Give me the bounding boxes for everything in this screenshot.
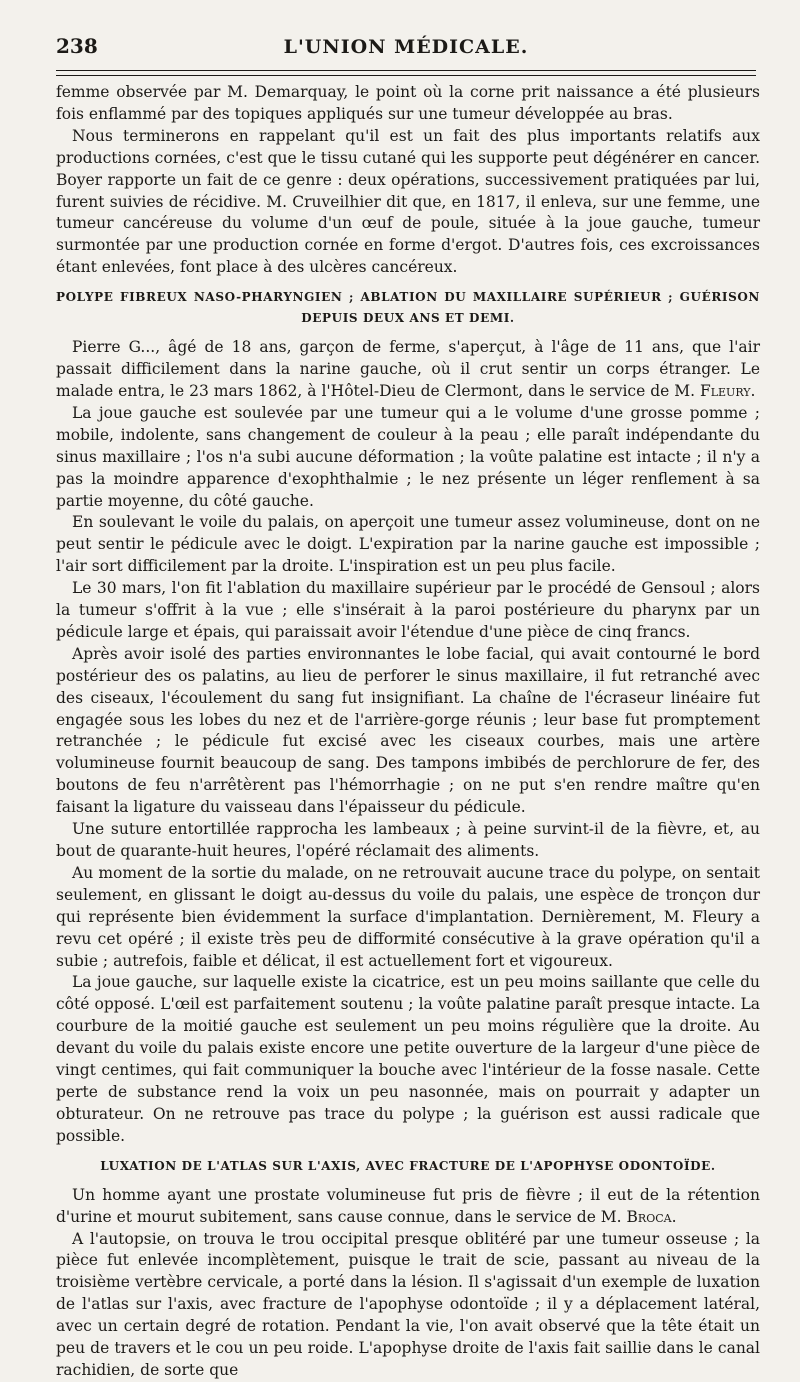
paragraph: Après avoir isolé des parties environnantes le lobe facial, qui avait contourné le bord postérieur des os palatins, au lieu de perforer le sinus maxillaire, il fut retranché avec des ciseaux, l'écoulement du sang fut insignifiant. La chaîne de l'écraseur linéaire fut engagée sous les lobes du nez et de l'arrière-gorge réunis ; leur base fut promptement retranchée ; le pédicule fut excisé avec les ciseaux courbes, mais une artère volumineuse fournit beaucoup de sang. Des tampons imbibés de perchlorure de fer, des boutons de feu n'arrêtèrent pas l'hémorrhagie ; on ne put s'en rendre maître qu'en faisant la ligature du vaisseau dans l'épaisseur du pédicule. — [56, 644, 760, 817]
paragraph: La joue gauche, sur laquelle existe la cicatrice, est un peu moins saillante que celle du côté opposé. L'œil est parfaitement soutenu ; la voûte palatine paraît presque intacte. La courbure de la moitié gauche est seulement un peu moins régulière que la droite. Au devant du voile du palais existe encore une petite ouverture de la largeur d'une pièce de vingt centimes, qui fait communiquer la bouche avec l'intérieur de la fosse nasale. Cette perte de substance rend la voix un peu nasonnée, mais on pourrait y adapter un obturateur. On ne retrouve pas trace du polype ; la guérison est aussi radicale que possible. — [56, 973, 760, 1145]
paragraph: Nous terminerons en rappelant qu'il est un fait des plus importants relatifs aux productions cornées, c'est que le tissu cutané qui les supporte peut dégénérer en cancer. Boyer rapporte un fait de ce genre : deux opérations, successivement pratiquées par lui, furent suivies de récidive. M. Cruveilhier dit que, en 1817, il enleva, sur une femme, une tumeur cancéreuse du volume d'un œuf de poule, située à la joue gauche, tumeur surmontée par une production cornée en forme d'ergot. D'autres fois, ces excroissances étant enlevées, font place à des ulcères cancéreux. — [56, 126, 760, 277]
paragraph: Une suture entortillée rapprocha les lambeaux ; à peine survint-il de la fièvre, et, au bout de quarante-huit heures, l'opéré réclamait des aliments. — [56, 820, 760, 860]
section-title-polype: POLYPE FIBREUX NASO-PHARYNGIEN ; ABLATION DU MAXILLAIRE SUPÉRIEUR ; GUÉRISON DEPUIS DEUX ANS ET DEMI. — [56, 290, 760, 326]
header-rule-thin — [56, 75, 756, 76]
page-header — [56, 30, 756, 62]
author-name: Fleury — [699, 381, 751, 400]
author-name: Broca — [626, 1207, 672, 1226]
paragraph: Pierre G..., âgé de 18 ans, garçon de ferme, s'aperçut, à l'âge de 11 ans, que l'air passait difficilement dans la narine gauche, où il crut sentir un corps étranger. Le malade entra, le 23 mars 1862, à l'Hôtel-Dieu de Clermont, dans le service de M. Fleury. — [56, 338, 760, 400]
paragraph: A l'autopsie, on trouva le trou occipital presque oblitéré par une tumeur osseuse ; la pièce fut enlevée incomplètement, puisque le trait de scie, passant au niveau de la troisième vertèbre cervicale, a porté dans la lésion. Il s'agissait d'un exemple de luxation de l'atlas sur l'axis, avec fracture de l'apophyse odontoïde ; il y a déplacement latéral, avec un certain degré de rotation. Pendant la vie, l'on avait observé que la tête était un peu de travers et le cou un peu roide. L'apophyse droite de l'axis fait saillie dans le canal rachidien, de sorte que — [56, 1229, 760, 1379]
header-rule — [56, 70, 756, 71]
paragraph: Au moment de la sortie du malade, on ne retrouvait aucune trace du polype, on sentait seulement, en glissant le doigt au-dessus du voile du palais, une espèce de tronçon dur qui représente bien évidemment la surface d'implantation. Dernièrement, M. Fleury a revu cet opéré ; il existe très peu de difformité consécutive à la grave opération qu'il a subie ; autrefois, faible et délicat, il est actuellement fort et vigoureux. — [56, 863, 760, 970]
page-number: 238 — [56, 34, 98, 58]
paragraph: La joue gauche est soulevée par une tumeur qui a le volume d'une grosse pomme ; mobile, indolente, sans changement de couleur à la peau ; elle paraît indépendante du sinus maxillaire ; l'os n'a subi aucune déformation ; la voûte palatine est intacte ; il n'y a pas la moindre apparence d'exophthalmie ; le nez présente un léger renflement à sa partie moyenne, du côté gauche. — [56, 403, 760, 510]
running-head: L'UNION MÉDICALE. — [283, 36, 529, 58]
section-title-luxation: LUXATION DE L'ATLAS SUR L'AXIS, AVEC FRACTURE DE L'APOPHYSE ODONTOÏDE. — [100, 1158, 716, 1173]
paragraph: En soulevant le voile du palais, on aperçoit une tumeur assez volumineuse, dont on ne peut sentir le pédicule avec le doigt. L'expiration par la narine gauche est impossible ; l'air sort difficilement par la droite. L'inspiration est un peu plus facile. — [56, 513, 760, 576]
article-body — [56, 82, 760, 1382]
paragraph: femme observée par M. Demarquay, le point où la corne prit naissance a été plusieurs fois enflammé par des topiques appliqués sur une tumeur développée au bras. — [56, 83, 760, 123]
paragraph: Le 30 mars, l'on fit l'ablation du maxillaire supérieur par le procédé de Gensoul ; alors la tumeur s'offrit à la vue ; elle s'insérait à la paroi postérieure du pharynx par un pédicule large et épais, qui paraissait avoir l'étendue d'une pièce de cinq francs. — [56, 579, 760, 641]
paragraph: Un homme ayant une prostate volumineuse fut pris de fièvre ; il eut de la rétention d'urine et mourut subitement, sans cause connue, dans le service de M. Broca. — [56, 1185, 760, 1226]
